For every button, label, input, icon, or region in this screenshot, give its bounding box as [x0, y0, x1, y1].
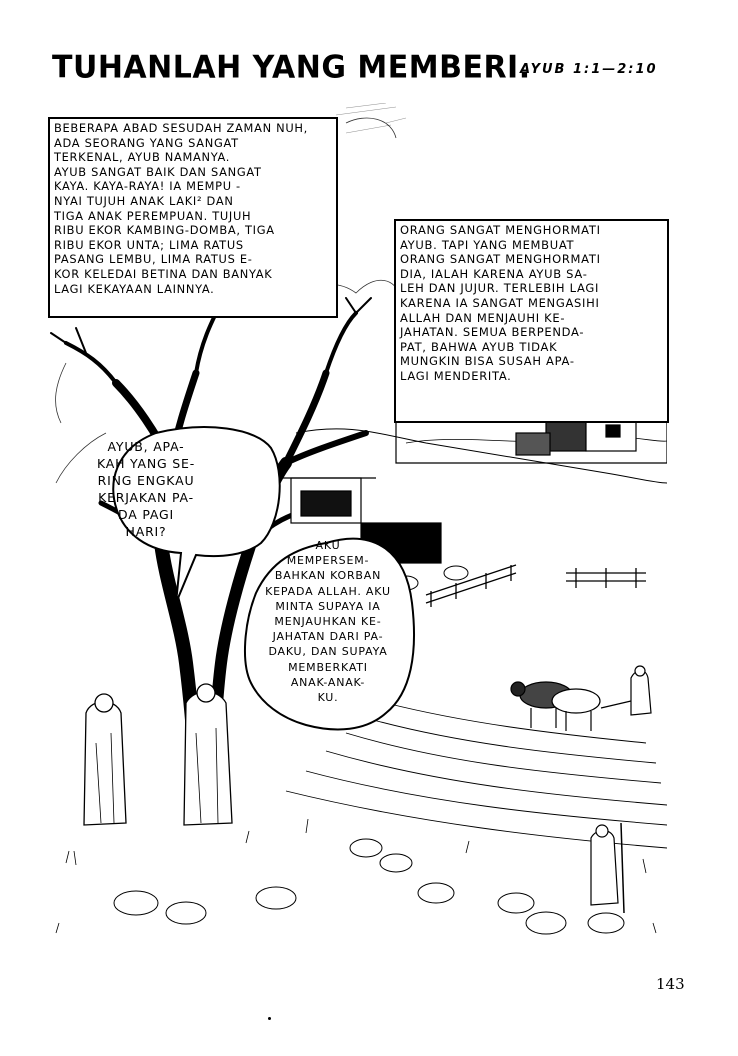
- speech-line: AKU: [315, 539, 341, 552]
- narration-line: NYAI TUJUH ANAK LAKI² DAN: [54, 193, 234, 208]
- narration-line: RIBU EKOR KAMBING-DOMBA, TIGA: [54, 223, 275, 238]
- narration-line: LAGI MENDERITA.: [400, 368, 512, 383]
- narration-line: ORANG SANGAT MENGHORMATI: [400, 223, 601, 237]
- speech-line: MEMPERSEM-: [286, 554, 370, 568]
- narration-line: RIBU EKOR UNTA; LIMA RATUS: [54, 237, 244, 252]
- narration-line: AYUB SANGAT BAIK DAN SANGAT: [54, 164, 262, 179]
- speech-line: ANAK-ANAK-: [290, 675, 366, 689]
- speech-bubble-answer: [258, 538, 398, 705]
- narration-line: PAT, BAHWA AYUB TIDAK: [400, 339, 558, 354]
- narration-line: KAYA. KAYA-RAYA! IA MEMPU -: [54, 179, 241, 194]
- narration-line: AYUB. TAPI YANG MEMBUAT: [400, 237, 575, 252]
- narration-line: LEH DAN JUJUR. TERLEBIH LAGI: [400, 281, 600, 296]
- narration-box-intro: [48, 117, 338, 318]
- narration-line: TIGA ANAK PEREMPUAN. TUJUH: [54, 208, 252, 223]
- speech-line: DA PAGI: [118, 507, 174, 522]
- scripture-reference: AYUB 1:1—2:10: [520, 62, 658, 77]
- speech-line: KEPADA ALLAH. AKU: [265, 584, 391, 598]
- speech-line: DAKU, DAN SUPAYA: [268, 645, 388, 659]
- narration-line: PASANG LEMBU, LIMA RATUS E-: [54, 252, 253, 267]
- narration-line: KARENA IA SANGAT MENGASIHI: [400, 295, 600, 310]
- narration-line: DIA, IALAH KARENA AYUB SA-: [400, 266, 588, 281]
- narration-box-respect: [394, 219, 669, 423]
- speech-line: RING ENGKAU: [97, 473, 195, 488]
- speech-line: BAHKAN KORBAN: [274, 569, 382, 583]
- speech-line: KAH YANG SE-: [96, 456, 196, 471]
- narration-line: KOR KELEDAI BETINA DAN BANYAK: [54, 266, 273, 281]
- page-title: TUHANLAH YANG MEMBERI.: [52, 49, 531, 86]
- speech-line: MENJAUHKAN KE-: [274, 615, 382, 629]
- page-number: 143: [656, 975, 685, 993]
- scan-dot: [268, 1017, 271, 1020]
- speech-line: MINTA SUPAYA IA: [275, 599, 381, 613]
- narration-line: ORANG SANGAT MENGHORMATI: [400, 252, 601, 267]
- speech-line: JAHATAN DARI PA-: [272, 630, 384, 644]
- narration-line: JAHATAN. SEMUA BERPENDA-: [400, 325, 585, 340]
- narration-line: MUNGKIN BISA SUSAH APA-: [400, 354, 575, 369]
- narration-line: TERKENAL, AYUB NAMANYA.: [54, 150, 231, 165]
- speech-line: KERJAKAN PA-: [98, 490, 194, 505]
- narration-line: ADA SEORANG YANG SANGAT: [54, 135, 239, 150]
- speech-line: HARI?: [125, 524, 167, 539]
- narration-line: BEBERAPA ABAD SESUDAH ZAMAN NUH,: [54, 121, 308, 135]
- speech-line: KU.: [317, 691, 339, 705]
- narration-line: ALLAH DAN MENJAUHI KE-: [400, 310, 566, 325]
- speech-line: AYUB, APA-: [107, 439, 185, 454]
- speech-line: MEMBERKATI: [288, 660, 368, 674]
- speech-bubble-question: [68, 438, 224, 540]
- narration-line: LAGI KEKAYAAN LAINNYA.: [54, 281, 215, 296]
